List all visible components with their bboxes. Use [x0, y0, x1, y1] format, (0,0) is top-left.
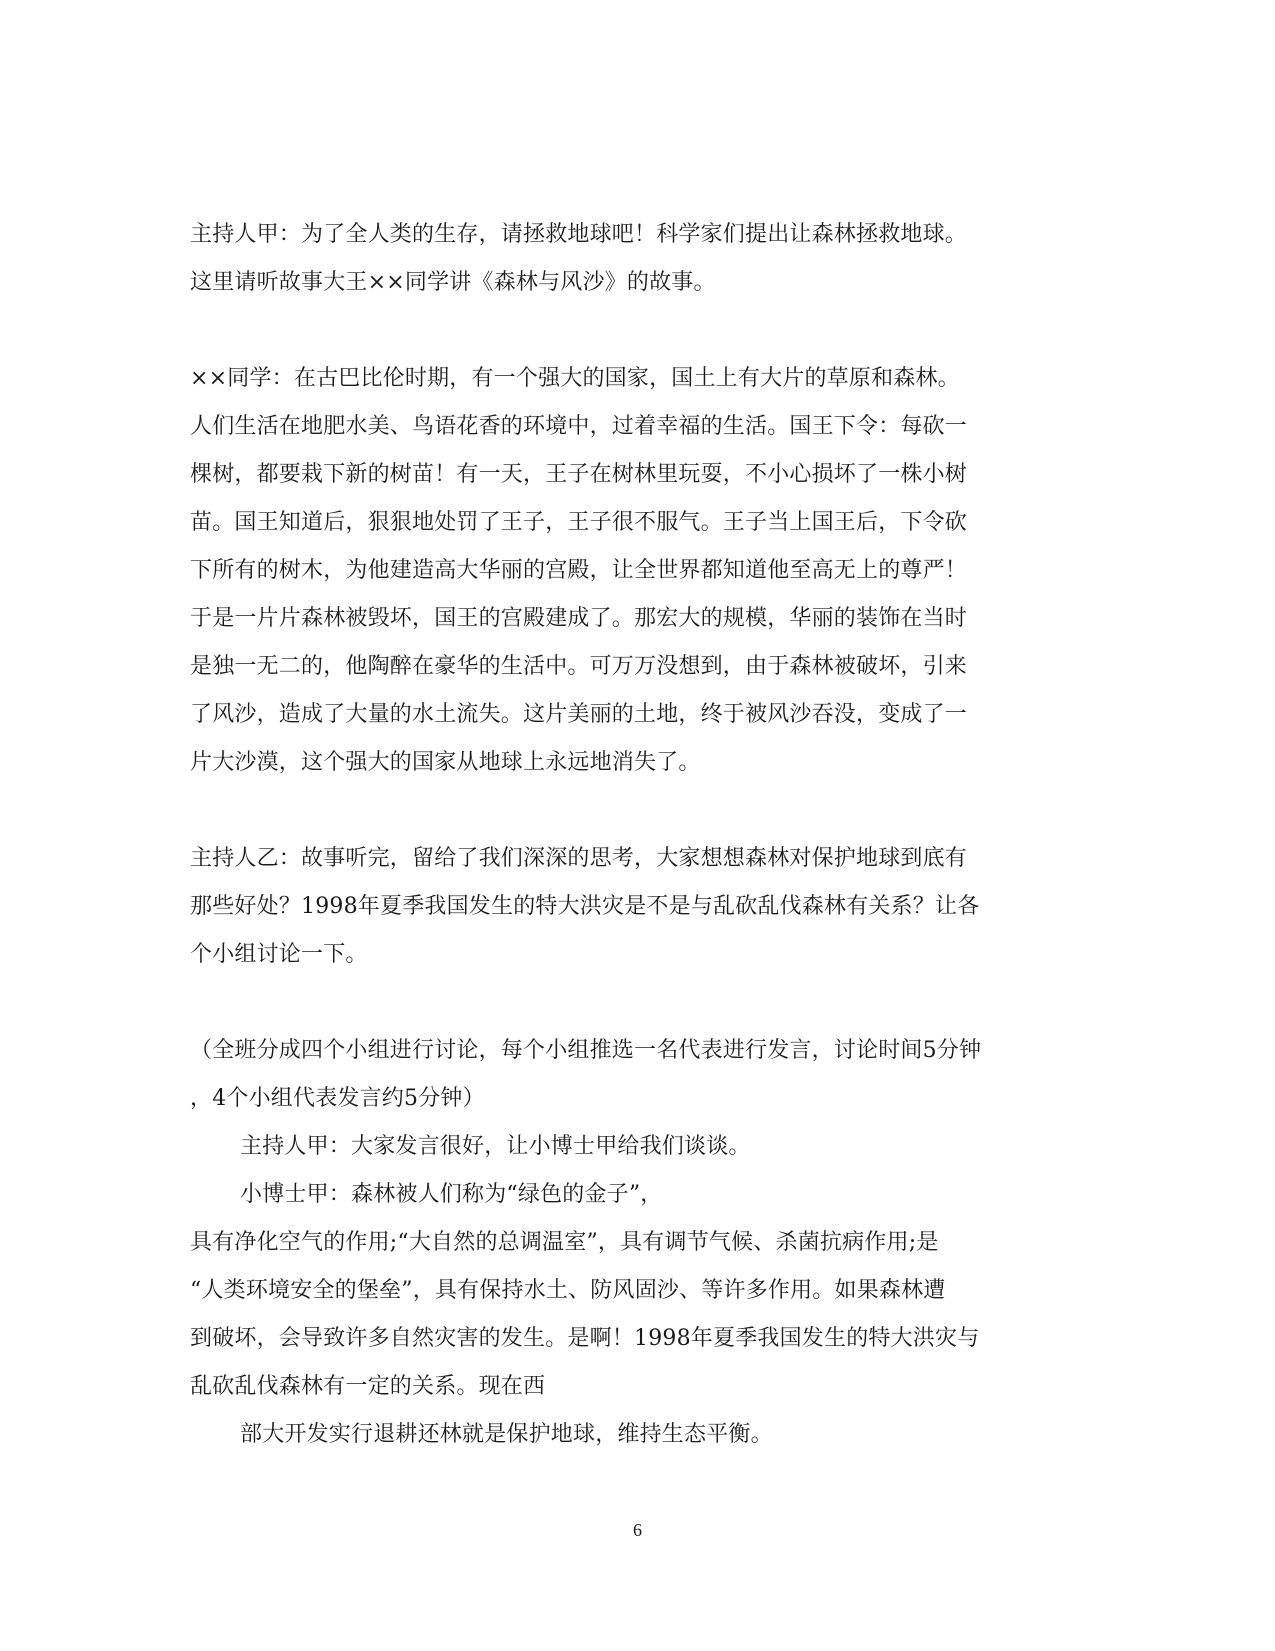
paragraph-gap: [190, 979, 1070, 1027]
text-line: 是独一无二的，他陶醉在豪华的生活中。可万万没想到，由于森林被破坏，引来: [190, 654, 968, 679]
text-line: 到破坏，会导致许多自然灾害的发生。是啊！1998年夏季我国发生的特大洪灾与: [190, 1326, 980, 1351]
text-line: 主持人甲：大家发言很好，让小博士甲给我们谈谈。: [240, 1134, 751, 1159]
text-line: 主持人甲：为了全人类的生存，请拯救地球吧！科学家们提出让森林拯救地球。: [190, 222, 968, 247]
text-line: 部大开发实行退耕还林就是保护地球，维持生态平衡。: [240, 1422, 773, 1447]
text-line: 片大沙漠，这个强大的国家从地球上永远地消失了。: [190, 750, 701, 775]
paragraph-gap: [190, 307, 1070, 355]
paragraph-gap: [190, 787, 1070, 835]
text-line: 具有净化空气的作用;“大自然的总调温室”，具有调节气候、杀菌抗病作用;是: [190, 1230, 939, 1255]
text-line: 那些好处？1998年夏季我国发生的特大洪灾是不是与乱砍乱伐森林有关系？让各: [190, 894, 980, 919]
text-line: ××同学：在古巴比伦时期，有一个强大的国家，国土上有大片的草原和森林。: [190, 366, 960, 391]
text-line: 于是一片片森林被毁坏，国王的宫殿建成了。那宏大的规模，华丽的装饰在当时: [190, 606, 968, 631]
page-number: 6: [633, 1520, 642, 1540]
text-line: 乱砍乱伐森林有一定的关系。现在西: [190, 1374, 546, 1399]
text-line: 个小组讨论一下。: [190, 942, 368, 967]
paragraph-story: [190, 355, 1070, 787]
text-line: 这里请听故事大王××同学讲《森林与风沙》的故事。: [190, 270, 716, 295]
text-line: 了风沙，造成了大量的水土流失。这片美丽的土地，终于被风沙吞没，变成了一: [190, 702, 968, 727]
paragraph-host-a-intro: [190, 211, 1070, 307]
text-line: ，4个小组代表发言约5分钟）: [190, 1086, 485, 1111]
paragraph-discussion-note: [190, 1027, 1070, 1123]
text-line: 苗。国王知道后，狠狠地处罚了王子，王子很不服气。王子当上国王后，下令砍: [190, 510, 968, 535]
text-line: 下所有的树木，为他建造高大华丽的宫殿，让全世界都知道他至高无上的尊严！: [190, 558, 968, 583]
text-line: （全班分成四个小组进行讨论，每个小组推选一名代表进行发言，讨论时间5分钟: [190, 1038, 982, 1063]
text-line: 人们生活在地肥水美、鸟语花香的环境中，过着幸福的生活。国王下令：每砍一: [190, 414, 968, 439]
text-line: 主持人乙：故事听完，留给了我们深深的思考，大家想想森林对保护地球到底有: [190, 846, 968, 871]
text-line: 小博士甲：森林被人们称为“绿色的金子”，: [240, 1182, 663, 1207]
paragraph-host-b: [190, 835, 1070, 979]
text-line: “人类环境安全的堡垒”，具有保持水土、防风固沙、等许多作用。如果森林遭: [190, 1278, 946, 1303]
document-body: [190, 211, 1070, 1459]
text-line: 棵树，都要栽下新的树苗！有一天，王子在树林里玩耍，不小心损坏了一株小树: [190, 462, 968, 487]
paragraph-doctor-a: [190, 1123, 1070, 1459]
